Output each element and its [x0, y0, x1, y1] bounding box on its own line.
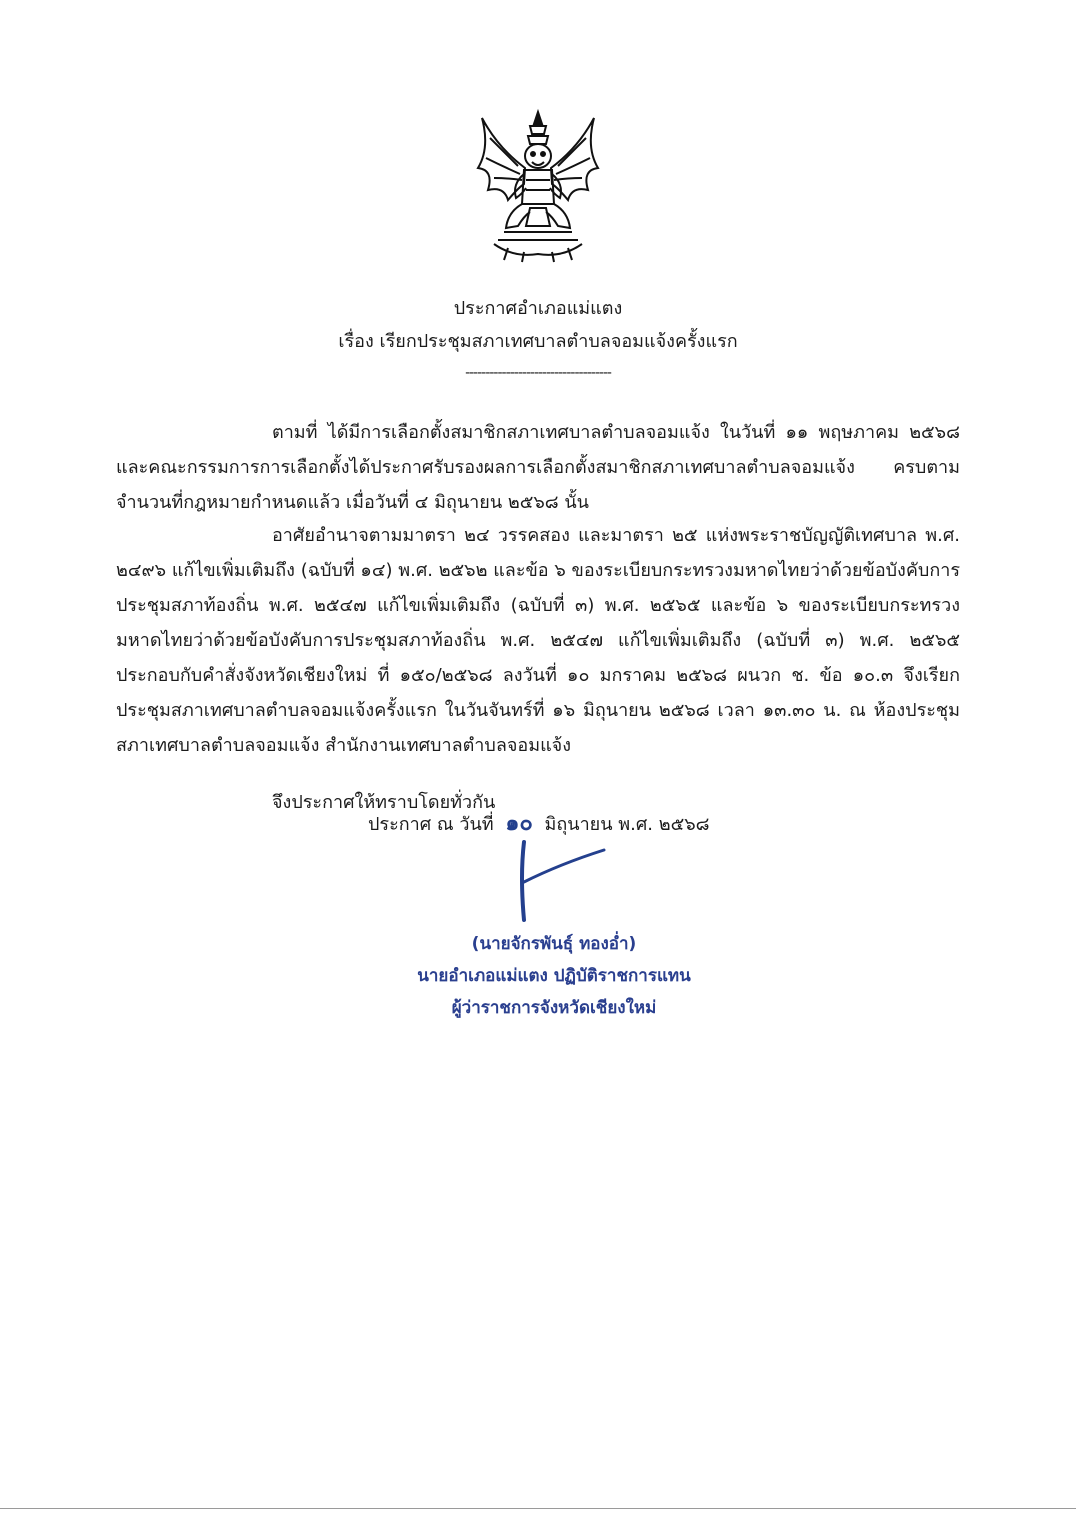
- title-separator: ------------------------------------: [465, 365, 611, 381]
- paragraph-election: ตามที่ ได้มีการเลือกตั้งสมาชิกสภาเทศบาลตำบลจอมแจ้ง ในวันที่ ๑๑ พฤษภาคม ๒๕๖๘ และคณะกรรมการการเลือกตั้งได้ประกาศรับรองผลการเลือกตั้งสมาชิกสภาเทศบาลตำบลจอมแจ้ง ครบตามจำนวนที่กฎหมายกำหนดแล้ว เมื่อวันที่ ๔ มิถุนายน ๒๕๖๘ นั้น: [116, 422, 960, 513]
- signatory-position: นายอำเภอแม่แตง ปฏิบัติราชการแทน: [417, 966, 691, 986]
- paragraph-notice: จึงประกาศให้ทราบโดยทั่วกัน: [272, 792, 496, 813]
- announcement-title: ประกาศอำเภอแม่แตง: [453, 298, 623, 319]
- signature-mark: [500, 836, 620, 926]
- signatory-name: (นายจักรพันธุ์ ทองอ่ำ): [471, 934, 637, 954]
- announcement-subject: เรื่อง เรียกประชุมสภาเทศบาลตำบลจอมแจ้งครั้งแรก: [338, 331, 738, 352]
- date-day-handwritten: ๑๐: [505, 810, 533, 836]
- date-prefix: ประกาศ ณ วันที่: [368, 814, 494, 835]
- garuda-emblem-icon: [468, 108, 608, 263]
- signatory-position-2: ผู้ว่าราชการจังหวัดเชียงใหม่: [451, 998, 657, 1018]
- page-bottom-rule: [0, 1508, 1076, 1509]
- paragraph-legal-basis: อาศัยอำนาจตามมาตรา ๒๔ วรรคสอง และมาตรา ๒๕ แห่งพระราชบัญญัติเทศบาล พ.ศ. ๒๔๙๖ แก้ไขเพิ่มเติมถึง (ฉบับที่ ๑๔) พ.ศ. ๒๕๖๒ และข้อ ๖ ของระเบียบกระทรวงมหาดไทยว่าด้วยข้อบังคับการประชุมสภาท้องถิ่น พ.ศ. ๒๕๔๗ แก้ไขเพิ่มเติมถึง (ฉบับที่ ๓) พ.ศ. ๒๕๖๕ และข้อ ๖ ของระเบียบกระทรวงมหาดไทยว่าด้วยข้อบังคับการประชุมสภาท้องถิ่น พ.ศ. ๒๕๔๗ แก้ไขเพิ่มเติมถึง (ฉบับที่ ๓) พ.ศ. ๒๕๖๕ ประกอบกับคำสั่งจังหวัดเชียงใหม่ ที่ ๑๕๐/๒๕๖๘ ลงวันที่ ๑๐ มกราคม ๒๕๖๘ ผนวก ช. ข้อ ๑๐.๓ จึงเรียกประชุมสภาเทศบาลตำบลจอมแจ้งครั้งแรก ในวันจันทร์ที่ ๑๖ มิถุนายน ๒๕๖๘ เวลา ๑๓.๓๐ น. ณ ห้องประชุมสภาเทศบาลตำบลจอมแจ้ง สำนักงานเทศบาลตำบลจอมแจ้ง: [116, 525, 960, 756]
- date-suffix: มิถุนายน พ.ศ. ๒๕๖๘: [544, 814, 710, 835]
